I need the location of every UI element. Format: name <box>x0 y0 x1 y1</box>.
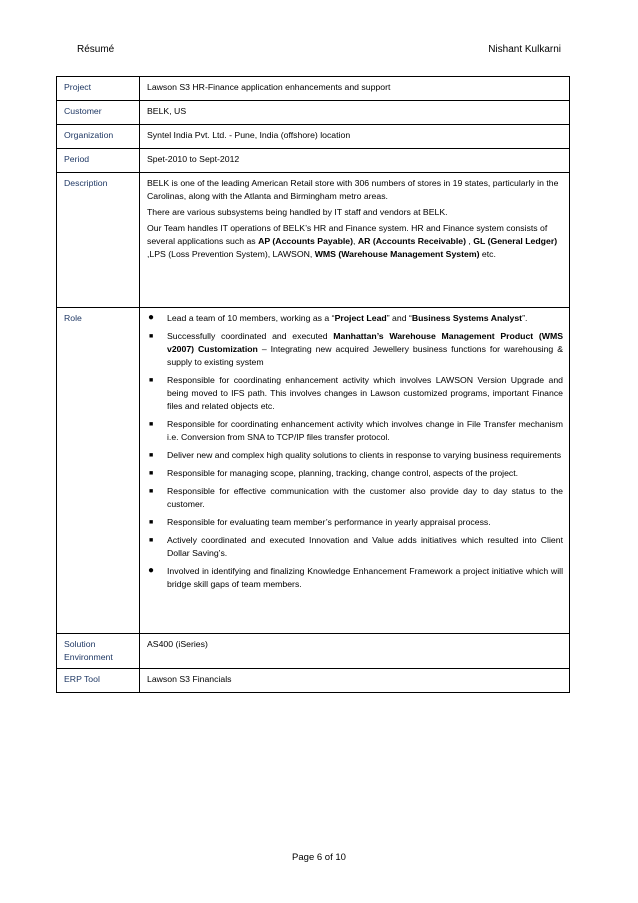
list-item <box>147 565 563 591</box>
row-organization <box>57 125 570 149</box>
row-period <box>57 149 570 173</box>
role-bsa: Business Systems Analyst <box>411 313 523 323</box>
project-details-table <box>56 76 570 693</box>
label-period: Period <box>57 149 140 173</box>
role-text: Responsible for coordinating enhancement activity which involves LAWSON Version Upgrade and being moved to IFS path. This involves changes in Lawson customized programs, important Finance files and related objects etc. <box>167 375 563 411</box>
square-bullet-icon: ■ <box>149 519 154 526</box>
label-role: Role <box>57 308 140 634</box>
square-bullet-icon: ■ <box>149 377 154 384</box>
description-text: ,LPS (Loss Prevention System), LAWSON, <box>147 249 315 259</box>
description-text: Our Team handles IT operations of BELK’s HR and Finance system. HR and Finance system consists of several applications such as <box>147 223 548 246</box>
label-description: Description <box>57 173 140 308</box>
description-paragraph-3 <box>147 222 563 261</box>
label-erp-tool: ERP Tool <box>57 669 140 693</box>
role-text: Responsible for coordinating enhancement activity which involves change in File Transfer mechanism i.e. Conversion from SNA to TCP/IP files transfer protocol. <box>167 419 563 442</box>
value-erp-tool: Lawson S3 Financials <box>140 669 570 693</box>
list-item <box>147 485 563 511</box>
square-bullet-icon: ■ <box>149 537 154 544</box>
square-bullet-icon: ■ <box>149 488 154 495</box>
square-bullet-icon: ■ <box>149 452 154 459</box>
role-text: – Integrating new acquired Jewellery business functions for warehousing & supply to existing system <box>167 344 564 367</box>
header-author-name: Nishant Kulkarni <box>488 44 561 55</box>
description-ap: AP (Accounts Payable) <box>258 236 354 246</box>
value-description <box>140 173 570 308</box>
list-item <box>147 312 563 325</box>
label-organization: Organization <box>57 125 140 149</box>
role-text: Responsible for effective communication with the customer also provide day to day status to the customer. <box>167 486 563 509</box>
description-paragraph-1: BELK is one of the leading American Retail store with 306 numbers of stores in 19 states, particularly in the Carolinas, along with the Atlanta and Birmingham metro areas. <box>147 178 559 201</box>
header-resume-label: Résumé <box>77 44 115 55</box>
label-project: Project <box>57 77 140 101</box>
description-text: , <box>466 236 474 246</box>
description-gl: GL (General Ledger) <box>473 236 558 246</box>
list-item <box>147 449 563 462</box>
description-ar: AR (Accounts Receivable) <box>357 236 466 246</box>
round-bullet-icon: ● <box>148 565 155 576</box>
role-wms-customization: Manhattan’s Warehouse Management Product (WMS v2007) Customization <box>167 331 563 354</box>
role-text: ” and “ <box>386 313 412 323</box>
label-customer: Customer <box>57 101 140 125</box>
role-list <box>147 312 563 591</box>
row-solution-environment <box>57 634 570 669</box>
value-customer: BELK, US <box>140 101 570 125</box>
list-item <box>147 467 563 480</box>
row-description <box>57 173 570 308</box>
row-role <box>57 308 570 634</box>
value-project: Lawson S3 HR-Finance application enhancements and support <box>140 77 570 101</box>
label-solution-environment: Solution Environment <box>57 634 140 669</box>
list-item <box>147 330 563 369</box>
value-solution-environment: AS400 (iSeries) <box>140 634 570 669</box>
role-text: ”. <box>522 313 528 323</box>
description-text: , <box>353 236 358 246</box>
square-bullet-icon: ■ <box>149 470 154 477</box>
row-project <box>57 77 570 101</box>
row-erp-tool <box>57 669 570 693</box>
value-organization: Syntel India Pvt. Ltd. - Pune, India (offshore) location <box>140 125 570 149</box>
role-text: Successfully coordinated and executed <box>167 331 334 341</box>
page-number: Page 6 of 10 <box>292 852 346 863</box>
round-bullet-icon: ● <box>148 312 155 323</box>
value-role <box>140 308 570 634</box>
role-project-lead: Project Lead <box>334 313 387 323</box>
description-text: etc. <box>479 249 496 259</box>
list-item <box>147 374 563 413</box>
square-bullet-icon: ■ <box>149 333 154 340</box>
square-bullet-icon: ■ <box>149 421 154 428</box>
list-item <box>147 516 563 529</box>
value-period: Spet-2010 to Sept-2012 <box>140 149 570 173</box>
role-text: Actively coordinated and executed Innovation and Value adds initiatives which resulted into Client Dollar Saving’s. <box>167 535 563 558</box>
description-paragraph-2: There are various subsystems being handled by IT staff and vendors at BELK. <box>147 207 448 217</box>
list-item <box>147 534 563 560</box>
role-text: Responsible for managing scope, planning, tracking, change control, aspects of the project. <box>167 468 519 478</box>
row-customer <box>57 101 570 125</box>
role-text: Responsible for evaluating team member’s performance in yearly appraisal process. <box>167 517 491 527</box>
role-text: Involved in identifying and finalizing Knowledge Enhancement Framework a project initiative which will bridge skill gaps of team members. <box>167 566 563 589</box>
role-text: Deliver new and complex high quality solutions to clients in response to varying business requirements <box>167 450 562 460</box>
role-text: Lead a team of 10 members, working as a “ <box>167 313 335 323</box>
description-wms: WMS (Warehouse Management System) <box>314 249 480 259</box>
list-item <box>147 418 563 444</box>
